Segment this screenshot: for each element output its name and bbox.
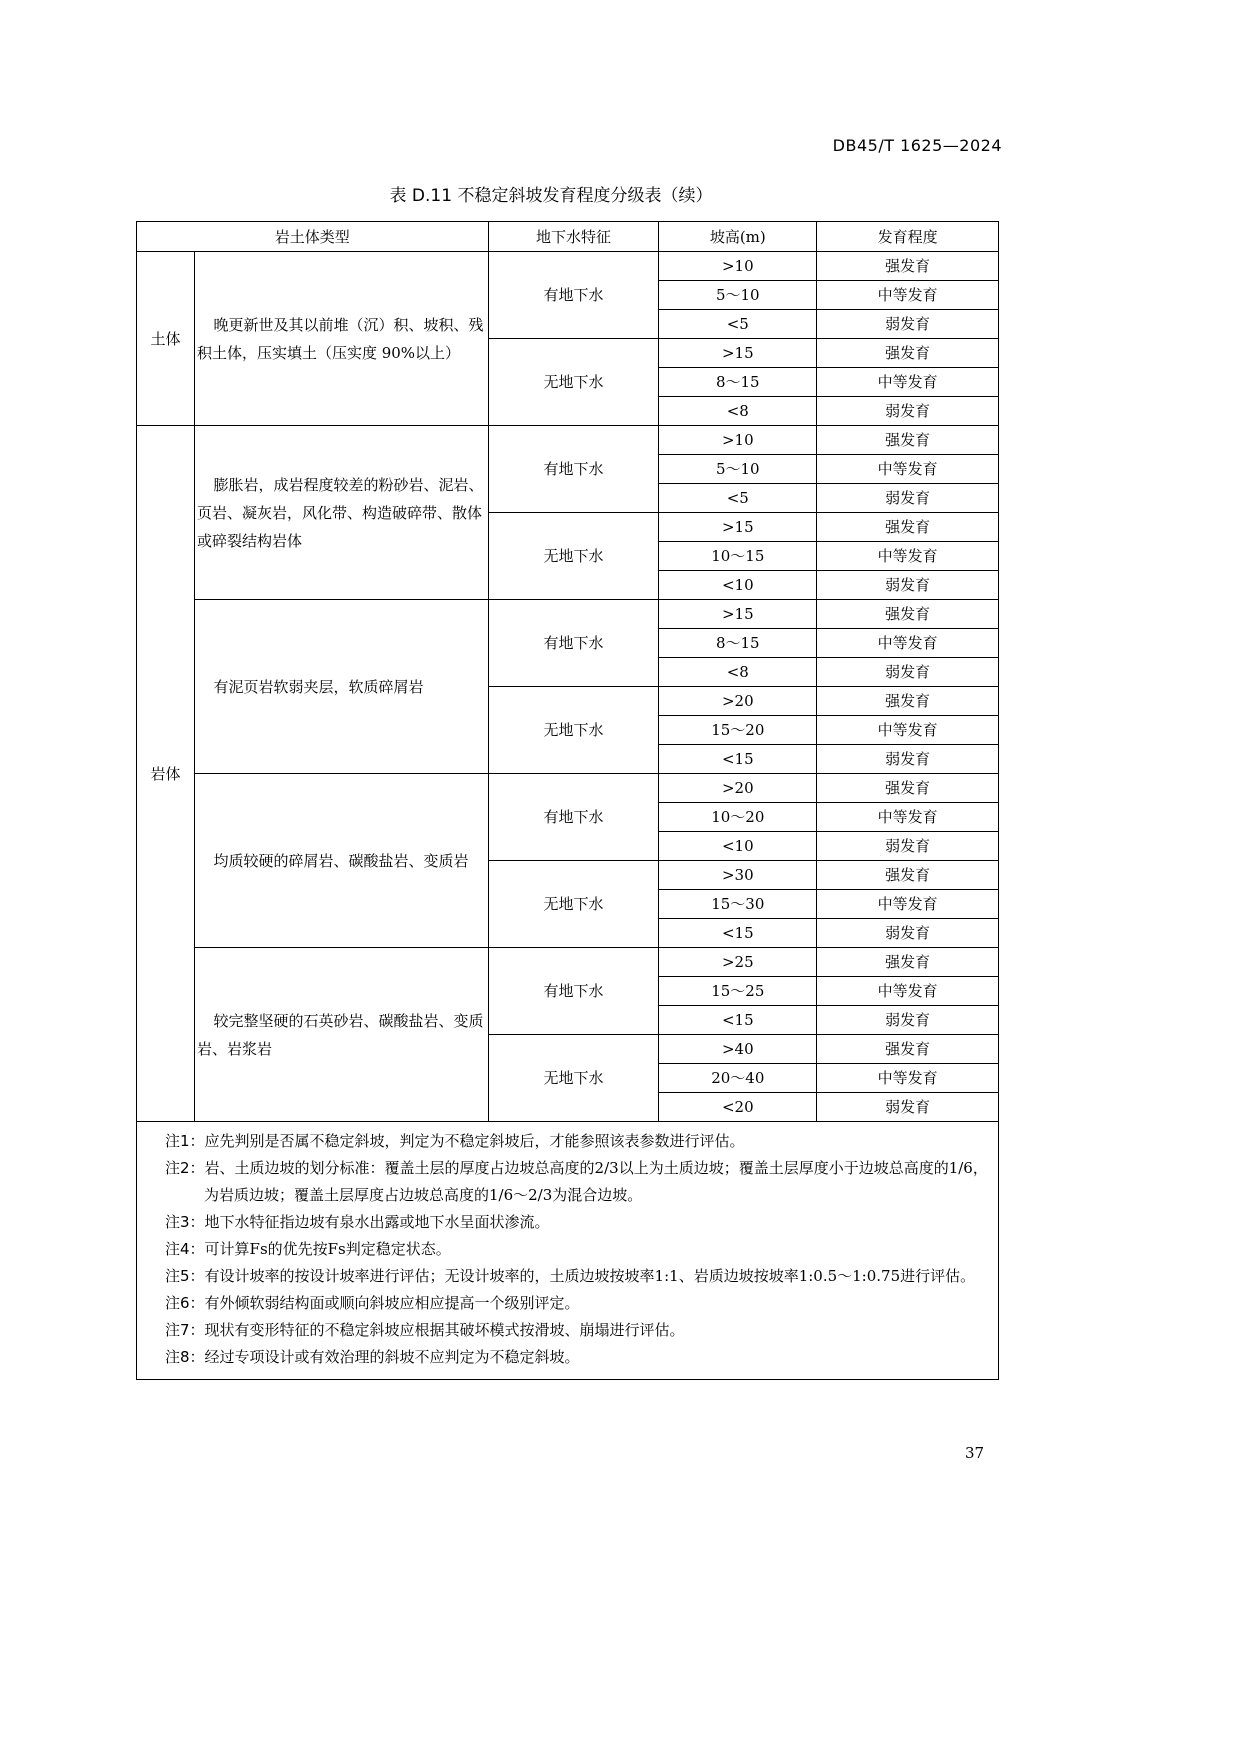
groundwater-cell: 无地下水 — [488, 1035, 659, 1122]
slope-height-cell: >10 — [659, 252, 817, 281]
slope-height-cell: >30 — [659, 861, 817, 890]
development-degree-cell: 中等发育 — [817, 1064, 999, 1093]
development-degree-cell: 弱发育 — [817, 1093, 999, 1122]
table-row — [137, 426, 999, 455]
header-development-degree: 发育程度 — [817, 222, 999, 252]
slope-height-cell: <10 — [659, 571, 817, 600]
slope-height-cell: <8 — [659, 397, 817, 426]
category-cell: 土体 — [137, 252, 195, 426]
development-degree-cell: 中等发育 — [817, 716, 999, 745]
header-slope-height: 坡高(m) — [659, 222, 817, 252]
slope-height-cell: 5～10 — [659, 281, 817, 310]
development-degree-cell: 弱发育 — [817, 484, 999, 513]
subtype-description: 均质较硬的碎屑岩、碳酸盐岩、变质岩 — [194, 774, 488, 948]
slope-height-cell: 8～15 — [659, 629, 817, 658]
table-row — [137, 600, 999, 629]
slope-height-cell: >20 — [659, 774, 817, 803]
slope-height-cell: >10 — [659, 426, 817, 455]
slope-height-cell: <5 — [659, 310, 817, 339]
note-item: 注1：应先判别是否属不稳定斜坡，判定为不稳定斜坡后，才能参照该表参数进行评估。 — [165, 1132, 745, 1150]
groundwater-cell: 无地下水 — [488, 687, 659, 774]
slope-height-cell: 8～15 — [659, 368, 817, 397]
slope-height-cell: <15 — [659, 745, 817, 774]
slope-height-cell: <15 — [659, 919, 817, 948]
page-number: 37 — [965, 1444, 985, 1462]
table-row — [137, 774, 999, 803]
development-degree-cell: 中等发育 — [817, 455, 999, 484]
grading-table — [136, 221, 999, 1380]
development-degree-cell: 中等发育 — [817, 977, 999, 1006]
slope-height-cell: 20～40 — [659, 1064, 817, 1093]
notes-row — [137, 1122, 999, 1380]
slope-height-cell: 5～10 — [659, 455, 817, 484]
table-header-row — [137, 222, 999, 252]
development-degree-cell: 中等发育 — [817, 629, 999, 658]
slope-height-cell: <5 — [659, 484, 817, 513]
development-degree-cell: 强发育 — [817, 513, 999, 542]
development-degree-cell: 强发育 — [817, 948, 999, 977]
development-degree-cell: 弱发育 — [817, 1006, 999, 1035]
notes-cell — [137, 1122, 999, 1380]
category-cell: 岩体 — [137, 426, 195, 1122]
development-degree-cell: 中等发育 — [817, 281, 999, 310]
slope-height-cell: <8 — [659, 658, 817, 687]
slope-height-cell: >25 — [659, 948, 817, 977]
groundwater-cell: 无地下水 — [488, 861, 659, 948]
slope-height-cell: 10～15 — [659, 542, 817, 571]
note-item: 注4：可计算Fs的优先按Fs判定稳定状态。 — [165, 1240, 451, 1258]
development-degree-cell: 弱发育 — [817, 745, 999, 774]
table-row — [137, 252, 999, 281]
groundwater-cell: 有地下水 — [488, 252, 659, 339]
development-degree-cell: 中等发育 — [817, 803, 999, 832]
development-degree-cell: 强发育 — [817, 774, 999, 803]
slope-height-cell: 10～20 — [659, 803, 817, 832]
note-item: 注6：有外倾软弱结构面或顺向斜坡应相应提高一个级别评定。 — [165, 1294, 580, 1312]
subtype-description: 晚更新世及其以前堆（沉）积、坡积、残积土体，压实填土（压实度 90%以上） — [194, 252, 488, 426]
development-degree-cell: 强发育 — [817, 252, 999, 281]
groundwater-cell: 无地下水 — [488, 339, 659, 426]
slope-height-cell: 15～30 — [659, 890, 817, 919]
header-groundwater: 地下水特征 — [488, 222, 659, 252]
groundwater-cell: 有地下水 — [488, 774, 659, 861]
groundwater-cell: 有地下水 — [488, 426, 659, 513]
development-degree-cell: 弱发育 — [817, 658, 999, 687]
slope-height-cell: >15 — [659, 600, 817, 629]
slope-height-cell: >15 — [659, 513, 817, 542]
development-degree-cell: 弱发育 — [817, 571, 999, 600]
slope-height-cell: 15～20 — [659, 716, 817, 745]
table-row — [137, 948, 999, 977]
development-degree-cell: 中等发育 — [817, 368, 999, 397]
groundwater-cell: 无地下水 — [488, 513, 659, 600]
header-rock-soil-type: 岩土体类型 — [137, 222, 489, 252]
subtype-description: 有泥页岩软弱夹层，软质碎屑岩 — [194, 600, 488, 774]
table-title: 表 D.11 不稳定斜坡发育程度分级表（续） — [389, 186, 713, 206]
slope-height-cell: <15 — [659, 1006, 817, 1035]
slope-height-cell: >40 — [659, 1035, 817, 1064]
development-degree-cell: 强发育 — [817, 600, 999, 629]
subtype-description: 膨胀岩，成岩程度较差的粉砂岩、泥岩、页岩、凝灰岩，风化带、构造破碎带、散体或碎裂结构岩体 — [194, 426, 488, 600]
development-degree-cell: 强发育 — [817, 687, 999, 716]
development-degree-cell: 强发育 — [817, 1035, 999, 1064]
slope-height-cell: >20 — [659, 687, 817, 716]
development-degree-cell: 强发育 — [817, 426, 999, 455]
development-degree-cell: 弱发育 — [817, 919, 999, 948]
development-degree-cell: 弱发育 — [817, 397, 999, 426]
note-item: 注3：地下水特征指边坡有泉水出露或地下水呈面状渗流。 — [165, 1213, 550, 1231]
groundwater-cell: 有地下水 — [488, 948, 659, 1035]
note-item: 注5：有设计坡率的按设计坡率进行评估；无设计坡率的，土质边坡按坡率1:1、岩质边坡按坡率1:0.5～1:0.75进行评估。 — [165, 1267, 976, 1285]
note-item: 注2：岩、土质边坡的划分标准：覆盖土层的厚度占边坡总高度的2/3以上为土质边坡；覆盖土层厚度小于边坡总高度的1/6，为岩质边坡；覆盖土层厚度占边坡总高度的1/6～2/3为混合边坡。 — [165, 1159, 988, 1204]
slope-height-cell: <10 — [659, 832, 817, 861]
development-degree-cell: 强发育 — [817, 861, 999, 890]
development-degree-cell: 强发育 — [817, 339, 999, 368]
subtype-description: 较完整坚硬的石英砂岩、碳酸盐岩、变质岩、岩浆岩 — [194, 948, 488, 1122]
slope-height-cell: 15～25 — [659, 977, 817, 1006]
groundwater-cell: 有地下水 — [488, 600, 659, 687]
development-degree-cell: 弱发育 — [817, 310, 999, 339]
note-item: 注8：经过专项设计或有效治理的斜坡不应判定为不稳定斜坡。 — [165, 1348, 580, 1366]
slope-height-cell: <20 — [659, 1093, 817, 1122]
development-degree-cell: 中等发育 — [817, 542, 999, 571]
note-item: 注7：现状有变形特征的不稳定斜坡应根据其破坏模式按滑坡、崩塌进行评估。 — [165, 1321, 685, 1339]
slope-height-cell: >15 — [659, 339, 817, 368]
standard-code: DB45/T 1625—2024 — [832, 136, 1002, 155]
development-degree-cell: 弱发育 — [817, 832, 999, 861]
development-degree-cell: 中等发育 — [817, 890, 999, 919]
